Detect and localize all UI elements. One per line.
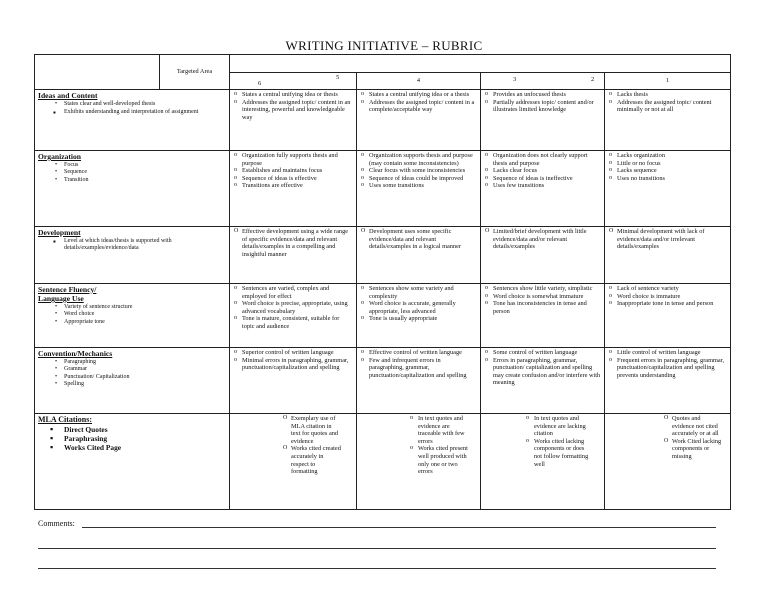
criterion: o Sentences show little variety, simplistic (493, 285, 601, 293)
criteria-cell (357, 90, 481, 151)
criterion: o Errors in paragraphing, grammar, punctuation/ capitalization and spelling may create confusion and/or interfere with meaning (493, 357, 601, 387)
criteria-cell (481, 414, 605, 510)
criterion: o Provides an unfocused thesis (493, 91, 601, 99)
criterion: o Clear focus with some inconsistencies (369, 167, 477, 175)
criteria-cell (357, 151, 481, 227)
subitem: ▪ Paraphrasing (64, 434, 226, 443)
criterion: O Limited/brief development with little evidence/data and/or relevant details/examples (493, 228, 601, 251)
score-header-blank (230, 55, 731, 73)
criterion: o Addresses the assigned topic/ content in a complete/acceptable way (369, 99, 477, 114)
criteria-cell (605, 90, 731, 151)
category-cell-fluency (35, 284, 230, 348)
criteria-cell (230, 348, 357, 414)
criterion: o Frequent errors in paragraphing, grammar, punctuation/capitalization and spelling prevents understanding (617, 357, 727, 380)
rubric-row-fluency (35, 284, 731, 348)
criteria-cell (481, 90, 605, 151)
subitem: • Focus (64, 162, 226, 169)
subitem: • Sequence (64, 169, 226, 176)
rubric-row-mla (35, 414, 731, 510)
criterion: o Tone is mature, consistent, suitable for topic and audience (242, 315, 353, 330)
score-6-5-header (230, 73, 357, 90)
subitem: • Word choice (64, 311, 176, 318)
criterion: O Work Cited lacking components or missing (672, 438, 722, 461)
header-row-top (35, 55, 731, 73)
score-2: 2 (591, 76, 595, 83)
score-3-2-header (481, 73, 605, 90)
criterion: O Exemplary use of MLA citation in text for quotes and evidence (291, 415, 341, 445)
criterion: o Word choice is somewhat immature (493, 293, 601, 301)
criteria-cell (230, 90, 357, 151)
criteria-cell (481, 151, 605, 227)
comments-line-3[interactable] (38, 568, 716, 569)
criterion: O Effective development using a wide range of specific evidence/data and relevant details/examples in a compelling and insightful manner (242, 228, 353, 258)
criterion: o Little or no focus (617, 160, 727, 168)
criterion: o Establishes and maintains focus (242, 167, 353, 175)
criteria-cell (481, 284, 605, 348)
subitem: ▪ Works Cited Page (64, 443, 226, 452)
score-6: 6 (258, 80, 262, 87)
subitem: • Spelling (64, 381, 176, 388)
criterion: O Quotes and evidence not cited accurately or at all (672, 415, 722, 438)
criteria-cell (230, 284, 357, 348)
criterion: o States a central unifying idea or thesis (242, 91, 353, 99)
criteria-cell (230, 151, 357, 227)
rubric-row-development (35, 227, 731, 284)
criterion: o Uses some transitions (369, 182, 477, 190)
criterion: o In text quotes and evidence are traceable with few errors (418, 415, 468, 445)
criterion: o Sentences are varied, complex and employed for effect (242, 285, 353, 300)
rubric-row-organization (35, 151, 731, 227)
score-4-header (357, 73, 481, 90)
category-cell-mla (35, 414, 230, 510)
criterion: o Works cited lacking components or does not follow formatting well (534, 438, 592, 468)
criterion: o Lack of sentence variety (617, 285, 727, 293)
criteria-cell (481, 227, 605, 284)
criterion: o States a central unifying idea or a thesis (369, 91, 477, 99)
criterion: o Superior control of written language (242, 349, 353, 357)
subitem: • Grammar (64, 366, 176, 373)
comments-line-2[interactable] (38, 548, 716, 549)
category-title: Organization (38, 152, 82, 161)
category-title: Convention/Mechanics (38, 349, 113, 358)
criterion: o Sequence of ideas could be improved (369, 175, 477, 183)
criterion: O Development uses some specific evidence/data and relevant details/examples in a logical manner (369, 228, 477, 251)
subitem: • Appropriate tone (64, 319, 176, 326)
criterion: o Few and infrequent errors in paragraphing, grammar, punctuation/capitalization and spelling (369, 357, 477, 380)
criterion: O Works cited created accurately in respect to formatting (291, 445, 341, 475)
criterion: o Uses few transitions (493, 182, 601, 190)
score-1: 1 (665, 77, 670, 85)
criteria-cell (357, 414, 481, 510)
criterion: o Lacks sequence (617, 167, 727, 175)
criterion: o Lacks clear focus (493, 167, 601, 175)
criterion: o Partially addresses topic/ content and/or illustrates limited knowledge (493, 99, 601, 114)
criterion: o Inappropriate tone in tense and person (617, 300, 727, 308)
subitem: ▪ Level at which ideas/thesis is supported with details/examples/evidence/data (64, 238, 186, 253)
criterion: o Addresses the assigned topic/ content in an interesting, powerful and knowledgeable way (242, 99, 353, 122)
criterion: o Little control of written language (617, 349, 727, 357)
criterion: o Organization does not clearly support thesis and purpose (493, 152, 601, 167)
category-title: Sentence Fluency/ Language Use (38, 285, 97, 303)
criteria-cell (357, 284, 481, 348)
criteria-cell (605, 414, 731, 510)
criterion: o Word choice is precise, appropriate, using advanced vocabulary (242, 300, 353, 315)
category-title: Development (38, 228, 81, 237)
category-cell-ideas (35, 90, 230, 151)
score-5: 5 (336, 74, 340, 81)
criteria-cell (230, 227, 357, 284)
criterion: o In text quotes and evidence are lacking citation (534, 415, 592, 438)
criteria-cell (605, 151, 731, 227)
criterion: o Sequence of ideas is effective (242, 175, 353, 183)
comments-label: Comments: (38, 519, 75, 528)
criterion: o Uses no transitions (617, 175, 727, 183)
criterion: o Lacks thesis (617, 91, 727, 99)
criterion: o Sequence of ideas is ineffective (493, 175, 601, 183)
score-3: 3 (513, 76, 517, 83)
criterion: o Sentences show some variety and complexity (369, 285, 477, 300)
criterion: o Effective control of written language (369, 349, 477, 357)
criterion: o Works cited present well produced with only one or two errors (418, 445, 468, 475)
criterion: o Word choice is immature (617, 293, 727, 301)
subitem: ▪ Exhibits understanding and interpretation of assignment (64, 109, 226, 116)
subitem: • Punctuation/ Capitalization (64, 374, 176, 381)
criterion: o Transitions are effective (242, 182, 353, 190)
comments-line-1[interactable] (82, 527, 716, 528)
score-1-header (605, 73, 731, 90)
category-cell-organization (35, 151, 230, 227)
score-4: 4 (416, 77, 421, 85)
page-title: WRITING INITIATIVE – RUBRIC (285, 38, 483, 53)
category-cell-conventions (35, 348, 230, 414)
subitem: • Paragraphing (64, 359, 176, 366)
targeted-area-header: Targeted Area (160, 55, 230, 90)
criterion: O Minimal development with lack of evidence/data and/or irrelevant details/examples (617, 228, 727, 251)
criterion: o Addresses the assigned topic/ content minimally or not at all (617, 99, 727, 114)
rubric-table (34, 54, 731, 510)
criteria-cell (357, 348, 481, 414)
criteria-cell (230, 414, 357, 510)
criterion: o Minimal errors in paragraphing, grammar, punctuation/capitalization and spelling (242, 357, 353, 372)
criterion: o Tone has inconsistencies in tense and person (493, 300, 601, 315)
criterion: o Organization fully supports thesis and purpose (242, 152, 353, 167)
subitem: • Transition (64, 177, 226, 184)
criteria-cell (605, 348, 731, 414)
corner-cell (35, 55, 160, 90)
criteria-cell (605, 227, 731, 284)
criterion: o Lacks organization (617, 152, 727, 160)
category-title: Ideas and Content (38, 91, 98, 100)
criteria-cell (481, 348, 605, 414)
criterion: o Organization supports thesis and purpose (may contain some inconsistencies) (369, 152, 477, 167)
rubric-row-conventions (35, 348, 731, 414)
criteria-cell (357, 227, 481, 284)
criterion: o Tone is usually appropriate (369, 315, 477, 323)
category-title: MLA Citations: (38, 415, 92, 424)
rubric-row-ideas (35, 90, 731, 151)
criterion: o Some control of written language (493, 349, 601, 357)
subitem: • Variety of sentence structure (64, 304, 176, 311)
subitem: ▪ Direct Quotes (64, 425, 226, 434)
category-cell-development (35, 227, 230, 284)
criteria-cell (605, 284, 731, 348)
subitem: • States clear and well-developed thesis (64, 101, 226, 108)
criterion: o Word choice is accurate, generally appropriate, less advanced (369, 300, 477, 315)
